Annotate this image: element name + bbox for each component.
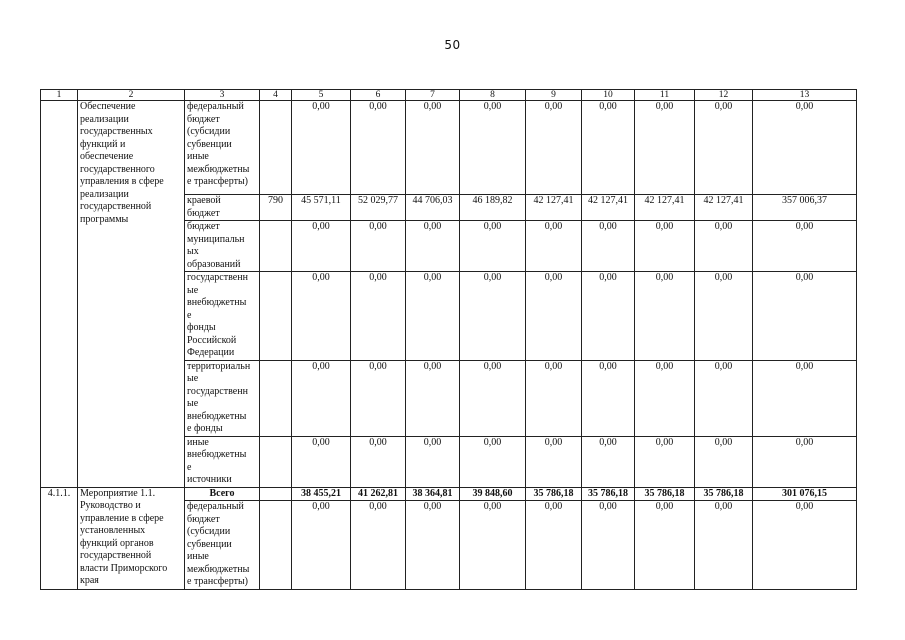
value-cell: 0,00 [460, 501, 526, 590]
header-row [41, 90, 857, 101]
value-cell: 0,00 [292, 101, 351, 195]
cell-line: обеспечение [80, 151, 134, 162]
cell-line: ые [187, 398, 199, 409]
cell-line: федеральный [187, 501, 244, 512]
value-cell: 42 127,41 [526, 195, 582, 221]
value-cell: 0,00 [695, 101, 753, 195]
value-cell: 0,00 [695, 501, 753, 590]
cell-line: бюджет [187, 113, 220, 125]
value-cell: 0,00 [635, 101, 695, 195]
cell-line: программы [80, 213, 129, 225]
value-cell: 0,00 [526, 272, 582, 361]
cell-line: ые [187, 373, 199, 384]
cell-line: образований [187, 258, 241, 270]
value-cell: 0,00 [753, 101, 857, 195]
value-cell: 0,00 [460, 436, 526, 487]
table-row-total [41, 487, 857, 501]
header-cell: 2 [78, 90, 185, 101]
cell-line: Российской [187, 334, 237, 346]
cell-line: субвенции [187, 538, 232, 550]
value-cell: 0,00 [695, 436, 753, 487]
value-cell: 35 786,18 [582, 487, 635, 501]
cell-line: Мероприятие 1.1. [80, 487, 156, 499]
cell-line: управление в сфере [80, 512, 164, 524]
value-cell: 42 127,41 [635, 195, 695, 221]
value-cell: 0,00 [526, 101, 582, 195]
cell-line: государственн [187, 272, 248, 283]
header-cell: 7 [406, 90, 460, 101]
value-cell: 0,00 [351, 272, 406, 361]
cell-line: реализации [80, 188, 129, 200]
value-cell: 0,00 [635, 272, 695, 361]
value-cell: 39 848,60 [460, 487, 526, 501]
value-cell: 0,00 [582, 436, 635, 487]
cell-line: е трансферты) [187, 176, 248, 187]
value-cell: 0,00 [635, 436, 695, 487]
value-cell: 0,00 [635, 221, 695, 272]
value-cell: 0,00 [406, 501, 460, 590]
header-cell: 4 [260, 90, 292, 101]
value-cell: 0,00 [635, 501, 695, 590]
cell-line: краевой [187, 195, 221, 206]
value-cell: 0,00 [753, 221, 857, 272]
value-cell: 0,00 [695, 221, 753, 272]
activity-name-cell [78, 487, 185, 589]
value-cell: 35 786,18 [526, 487, 582, 501]
value-cell: 42 127,41 [582, 195, 635, 221]
funding-source-cell [185, 436, 260, 487]
cell-line: установленных [80, 525, 146, 536]
value-cell: 0,00 [460, 360, 526, 436]
value-cell: 0,00 [582, 360, 635, 436]
value-cell: 35 786,18 [695, 487, 753, 501]
cell-line: Обеспечение [80, 101, 136, 112]
cell-line: власти Приморского [80, 562, 168, 574]
value-cell: 0,00 [292, 501, 351, 590]
cell-line: фонды [187, 322, 216, 333]
funding-source-cell [185, 221, 260, 272]
value-cell: 0,00 [351, 501, 406, 590]
value-cell: 0,00 [460, 221, 526, 272]
value-cell: 0,00 [292, 221, 351, 272]
table-row [41, 101, 857, 195]
value-cell: 0,00 [526, 221, 582, 272]
value-cell: 35 786,18 [635, 487, 695, 501]
value-cell: 0,00 [292, 272, 351, 361]
value-cell: 357 006,37 [753, 195, 857, 221]
cell-line: ые [187, 284, 199, 296]
cell-line: государственного [80, 163, 155, 175]
code-cell [260, 101, 292, 195]
cell-line: бюджет [187, 513, 220, 525]
code-cell [260, 487, 292, 501]
cell-line: Федерации [187, 347, 235, 358]
value-cell: 0,00 [526, 360, 582, 436]
code-cell [260, 360, 292, 436]
header-cell: 10 [582, 90, 635, 101]
value-cell: 0,00 [753, 436, 857, 487]
value-cell: 0,00 [582, 101, 635, 195]
cell-line: муниципальн [187, 233, 245, 245]
value-cell: 38 364,81 [406, 487, 460, 501]
cell-line: федеральный [187, 101, 244, 112]
value-cell: 0,00 [406, 101, 460, 195]
total-label-cell: Всего [185, 487, 260, 501]
code-cell [260, 272, 292, 361]
cell-line: территориальн [187, 360, 251, 372]
header-cell: 3 [185, 90, 260, 101]
cell-line: (субсидии [187, 126, 231, 137]
header-cell: 8 [460, 90, 526, 101]
cell-line: е фонды [187, 423, 223, 434]
cell-line: государственных [80, 126, 153, 137]
cell-line: края [80, 575, 99, 586]
value-cell: 0,00 [292, 360, 351, 436]
funding-source-cell [185, 101, 260, 195]
value-cell: 0,00 [460, 101, 526, 195]
value-cell: 0,00 [753, 360, 857, 436]
value-cell: 0,00 [351, 101, 406, 195]
value-cell: 38 455,21 [292, 487, 351, 501]
value-cell: 0,00 [351, 221, 406, 272]
funding-source-cell [185, 272, 260, 361]
cell-line: е трансферты) [187, 576, 248, 587]
value-cell: 0,00 [351, 360, 406, 436]
header-cell: 12 [695, 90, 753, 101]
value-cell: 52 029,77 [351, 195, 406, 221]
cell-line: иные [187, 436, 209, 448]
cell-line: государственной [80, 201, 152, 212]
value-cell: 301 076,15 [753, 487, 857, 501]
value-cell: 42 127,41 [695, 195, 753, 221]
row-number-cell [41, 101, 78, 488]
value-cell: 0,00 [351, 436, 406, 487]
activity-name-cell [78, 101, 185, 488]
value-cell: 46 189,82 [460, 195, 526, 221]
cell-line: межбюджетны [187, 563, 250, 575]
header-cell: 1 [41, 90, 78, 101]
cell-line: бюджет [187, 221, 220, 232]
page-number: 50 [444, 38, 461, 52]
cell-line: субвенции [187, 138, 232, 150]
cell-line: источники [187, 474, 232, 485]
cell-line: внебюджетны [187, 297, 247, 308]
cell-line: (субсидии [187, 526, 231, 537]
cell-line: иные [187, 151, 209, 162]
code-cell [260, 436, 292, 487]
value-cell: 0,00 [406, 272, 460, 361]
cell-line: межбюджетны [187, 163, 250, 175]
cell-line: ых [187, 246, 199, 257]
cell-line: реализации [80, 113, 129, 125]
value-cell: 44 706,03 [406, 195, 460, 221]
code-cell [260, 221, 292, 272]
code-cell [260, 501, 292, 590]
budget-table [40, 89, 857, 590]
cell-line: е [187, 309, 192, 321]
value-cell: 45 571,11 [292, 195, 351, 221]
value-cell: 0,00 [582, 272, 635, 361]
cell-line: Руководство и [80, 500, 141, 511]
header-cell: 9 [526, 90, 582, 101]
cell-line: функций и [80, 138, 126, 150]
value-cell: 0,00 [406, 436, 460, 487]
cell-line: бюджет [187, 207, 220, 219]
cell-line: иные [187, 551, 209, 562]
header-cell: 13 [753, 90, 857, 101]
cell-line: внебюджетны [187, 410, 247, 422]
value-cell: 0,00 [460, 272, 526, 361]
cell-line: внебюджетны [187, 449, 247, 460]
value-cell: 0,00 [292, 436, 351, 487]
header-cell: 11 [635, 90, 695, 101]
value-cell: 0,00 [526, 501, 582, 590]
cell-line: государственной [80, 550, 152, 561]
value-cell: 41 262,81 [351, 487, 406, 501]
header-cell: 6 [351, 90, 406, 101]
cell-line: управления в сфере [80, 176, 164, 187]
row-number-cell: 4.1.1. [41, 487, 78, 589]
header-cell: 5 [292, 90, 351, 101]
cell-line: государственн [187, 385, 248, 397]
value-cell: 0,00 [635, 360, 695, 436]
value-cell: 0,00 [406, 221, 460, 272]
funding-source-cell [185, 501, 260, 590]
cell-line: функций органов [80, 537, 154, 549]
value-cell: 0,00 [582, 221, 635, 272]
value-cell: 0,00 [695, 272, 753, 361]
value-cell: 0,00 [753, 272, 857, 361]
cell-line: е [187, 461, 192, 473]
funding-source-cell [185, 360, 260, 436]
value-cell: 0,00 [526, 436, 582, 487]
funding-source-cell [185, 195, 260, 221]
value-cell: 0,00 [406, 360, 460, 436]
code-cell: 790 [260, 195, 292, 221]
value-cell: 0,00 [582, 501, 635, 590]
value-cell: 0,00 [695, 360, 753, 436]
value-cell: 0,00 [753, 501, 857, 590]
